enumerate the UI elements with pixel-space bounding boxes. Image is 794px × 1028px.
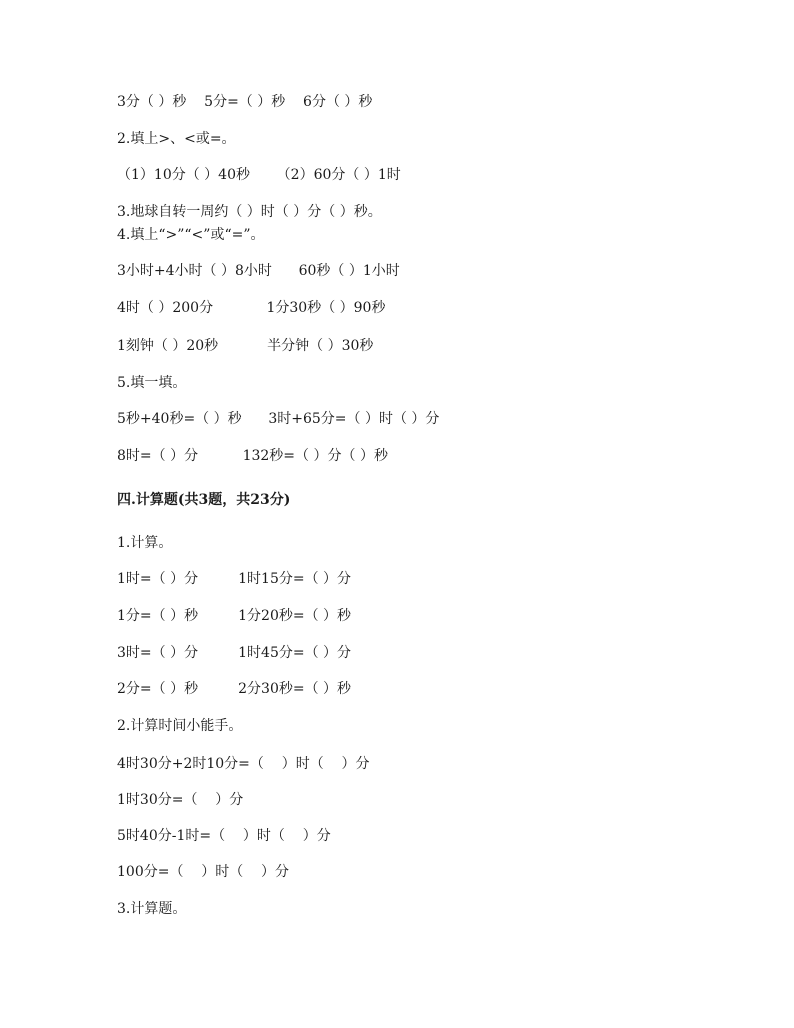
calc-2-row-2: 1时30分=（ ）分 <box>117 792 244 808</box>
question-2-items: （1）10分（ ）40秒 （2）60分（ ）1时 <box>117 167 401 183</box>
question-4-row-1: 3小时+4小时（ ）8小时 60秒（ ）1小时 <box>117 263 400 279</box>
question-4-row-2: 4时（ ）200分 1分30秒（ ）90秒 <box>117 300 386 316</box>
calc-2-row-3: 5时40分-1时=（ ）时（ ）分 <box>117 828 331 844</box>
question-4-heading: 4.填上“>”“<”或“=”。 <box>117 227 265 243</box>
question-4-row-3: 1刻钟（ ）20秒 半分钟（ ）30秒 <box>117 338 374 354</box>
calc-1-row-2: 1分=（ ）秒 1分20秒=（ ）秒 <box>117 608 352 624</box>
question-2-heading: 2.填上>、<或=。 <box>117 131 236 147</box>
calc-1-heading: 1.计算。 <box>117 535 173 551</box>
calc-1-row-3: 3时=（ ）分 1时45分=（ ）分 <box>117 645 352 661</box>
calc-2-heading: 2.计算时间小能手。 <box>117 718 243 734</box>
calc-2-row-1: 4时30分+2时10分=（ ）时（ ）分 <box>117 756 370 772</box>
calc-3-heading: 3.计算题。 <box>117 901 187 917</box>
question-5-heading: 5.填一填。 <box>117 375 187 391</box>
question-5-row-2: 8时=（ ）分 132秒=（ ）分（ ）秒 <box>117 448 388 464</box>
question-3: 3.地球自转一周约（ ）时（ ）分（ ）秒。 <box>117 204 382 220</box>
q-seconds-conversion-row: 3分（ ）秒 5分=（ ）秒 6分（ ）秒 <box>117 94 373 110</box>
calc-2-row-4: 100分=（ ）时（ ）分 <box>117 864 290 880</box>
calc-1-row-1: 1时=（ ）分 1时15分=（ ）分 <box>117 571 352 587</box>
question-5-row-1: 5秒+40秒=（ ）秒 3时+65分=（ ）时（ ）分 <box>117 411 440 427</box>
section-4-title: 四.计算题(共3题，共23分) <box>117 492 291 508</box>
calc-1-row-4: 2分=（ ）秒 2分30秒=（ ）秒 <box>117 681 352 697</box>
